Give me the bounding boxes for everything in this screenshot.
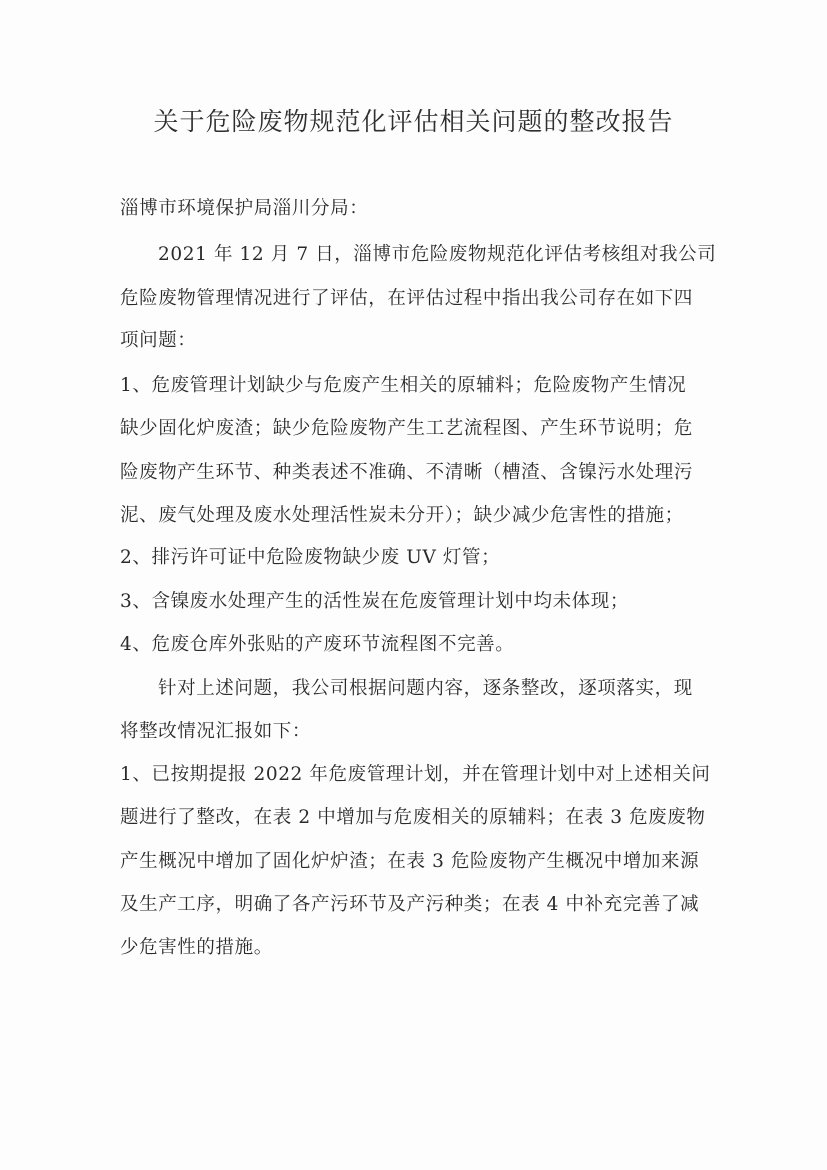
response-line-1: 针对上述问题，我公司根据问题内容，逐条整改，逐项落实，现 bbox=[158, 678, 693, 699]
intro-line-2: 危险废物管理情况进行了评估，在评估过程中指出我公司存在如下四 bbox=[120, 288, 694, 309]
intro-line-1: 2021 年 12 月 7 日，淄博市危险废物规范化评估考核组对我公司 bbox=[158, 244, 717, 265]
issue-line-1: 1、危废管理计划缺少与危废产生相关的原辅料；危险废物产生情况 bbox=[120, 375, 687, 396]
document-title: 关于危险废物规范化评估相关问题的整改报告 bbox=[153, 107, 674, 136]
action-line-3: 产生概况中增加了固化炉炉渣；在表 3 危险废物产生概况中增加来源 bbox=[120, 851, 700, 872]
issue-line-5: 2、排污许可证中危险废物缺少废 UV 灯管； bbox=[120, 547, 501, 568]
issue-line-7: 4、危废仓库外张贴的产废环节流程图不完善。 bbox=[120, 634, 515, 655]
intro-line-3: 项问题： bbox=[120, 330, 197, 351]
action-line-2: 题进行了整改，在表 2 中增加与危废相关的原辅料；在表 3 危废废物 bbox=[120, 807, 706, 828]
action-line-1: 1、已按期提报 2022 年危废管理计划，并在管理计划中对上述相关问 bbox=[120, 764, 711, 785]
issue-line-3: 险废物产生环节、种类表述不准确、不清晰（槽渣、含镍污水处理污 bbox=[120, 462, 694, 483]
issue-line-6: 3、含镍废水处理产生的活性炭在危废管理计划中均未体现； bbox=[120, 591, 629, 612]
response-line-2: 将整改情况汇报如下： bbox=[120, 721, 312, 742]
action-line-5: 少危害性的措施。 bbox=[120, 937, 273, 958]
action-line-4: 及生产工序，明确了各产污环节及产污种类；在表 4 中补充完善了减 bbox=[120, 894, 700, 915]
issue-line-2: 缺少固化炉废渣；缺少危险废物产生工艺流程图、产生环节说明；危 bbox=[120, 418, 694, 439]
issue-line-4: 泥、废气处理及废水处理活性炭未分开）；缺少减少危害性的措施； bbox=[120, 505, 684, 526]
salutation: 淄博市环境保护局淄川分局： bbox=[120, 198, 369, 219]
